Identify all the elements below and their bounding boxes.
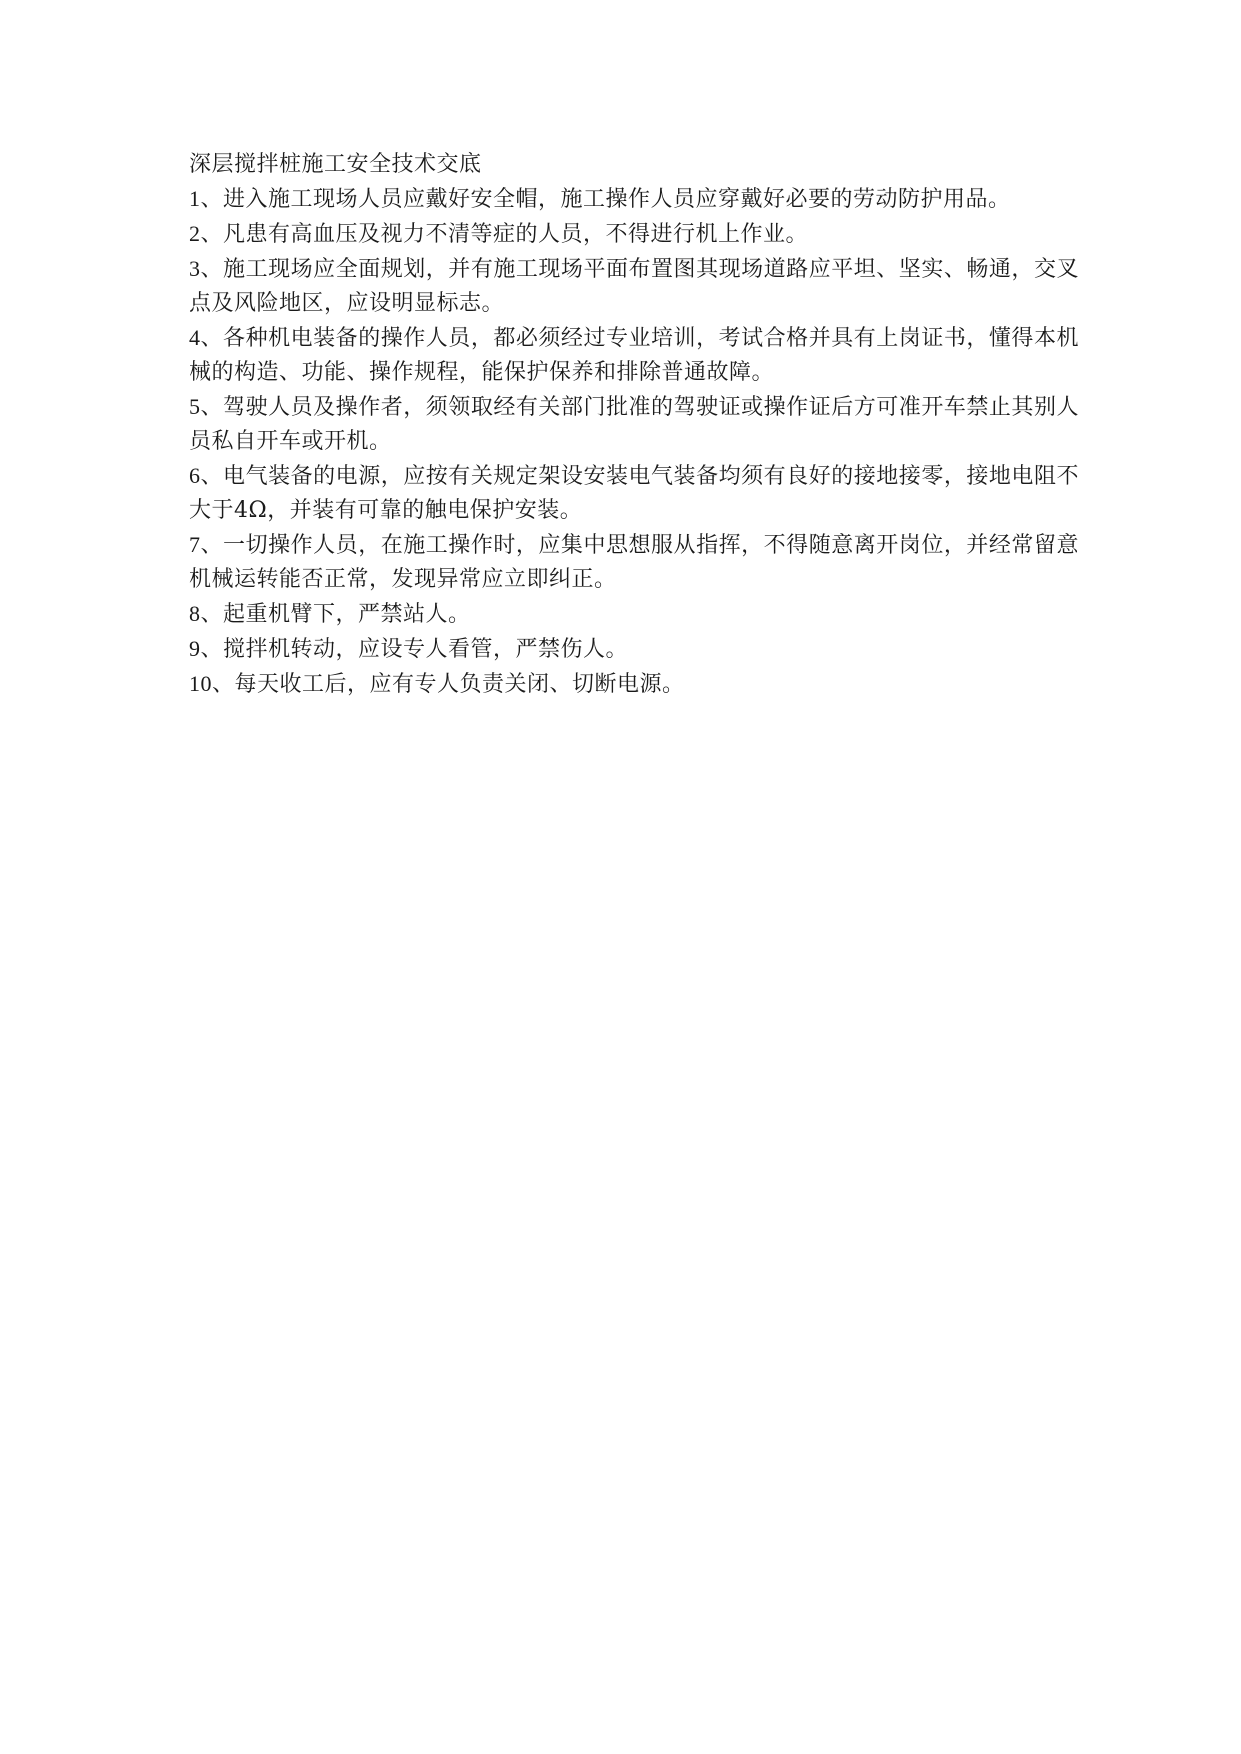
item-text: 、各种机电装备的操作人员，都必须经过专业培训，考试合格并具有上岗证书，懂得本机械的构造、功能、操作规程，能保护保养和排除普通故障。 [189,326,1079,385]
item-text: 、电气装备的电源，应按有关规定架设安装电气装备均须有良好的接地接零，接地电阻不大于4Ω，并装有可靠的触电保护安装。 [189,464,1079,523]
list-item [189,252,1079,321]
item-number: 8 [189,601,201,626]
list-item [189,459,1079,528]
item-number: 4 [189,325,201,350]
item-number: 1 [189,186,201,211]
item-text: 、每天收工后，应有专人负责关闭、切断电源。 [212,672,685,697]
list-item [189,182,1079,217]
item-number: 7 [189,532,201,557]
list-item [189,321,1079,390]
list-item [189,217,1079,252]
list-item [189,597,1079,632]
item-number: 5 [189,394,201,419]
item-text: 、施工现场应全面规划，并有施工现场平面布置图其现场道路应平坦、坚实、畅通，交叉点及风险地区，应设明显标志。 [189,257,1079,316]
item-text: 、进入施工现场人员应戴好安全帽，施工操作人员应穿戴好必要的劳动防护用品。 [200,187,1011,212]
item-text: 、起重机臂下，严禁站人。 [200,602,471,627]
item-number: 9 [189,636,201,661]
list-item [189,667,1079,702]
list-item [189,390,1079,459]
document-title: 深层搅拌桩施工安全技术交底 [189,152,482,177]
item-text: 、驾驶人员及操作者，须领取经有关部门批准的驾驶证或操作证后方可准开车禁止其别人员私自开车或开机。 [189,395,1079,454]
item-text: 、搅拌机转动，应设专人看管，严禁伤人。 [200,637,629,662]
item-number: 2 [189,221,201,246]
item-text: 、凡患有高血压及视力不清等症的人员，不得进行机上作业。 [200,222,809,247]
item-text: 、一切操作人员，在施工操作时，应集中思想服从指挥，不得随意离开岗位，并经常留意机械运转能否正常，发现异常应立即纠正。 [189,533,1079,592]
document-body [189,148,1079,702]
item-number: 6 [189,463,201,488]
list-item [189,528,1079,597]
list-item [189,632,1079,667]
item-number: 10 [189,671,212,696]
item-number: 3 [189,256,201,281]
